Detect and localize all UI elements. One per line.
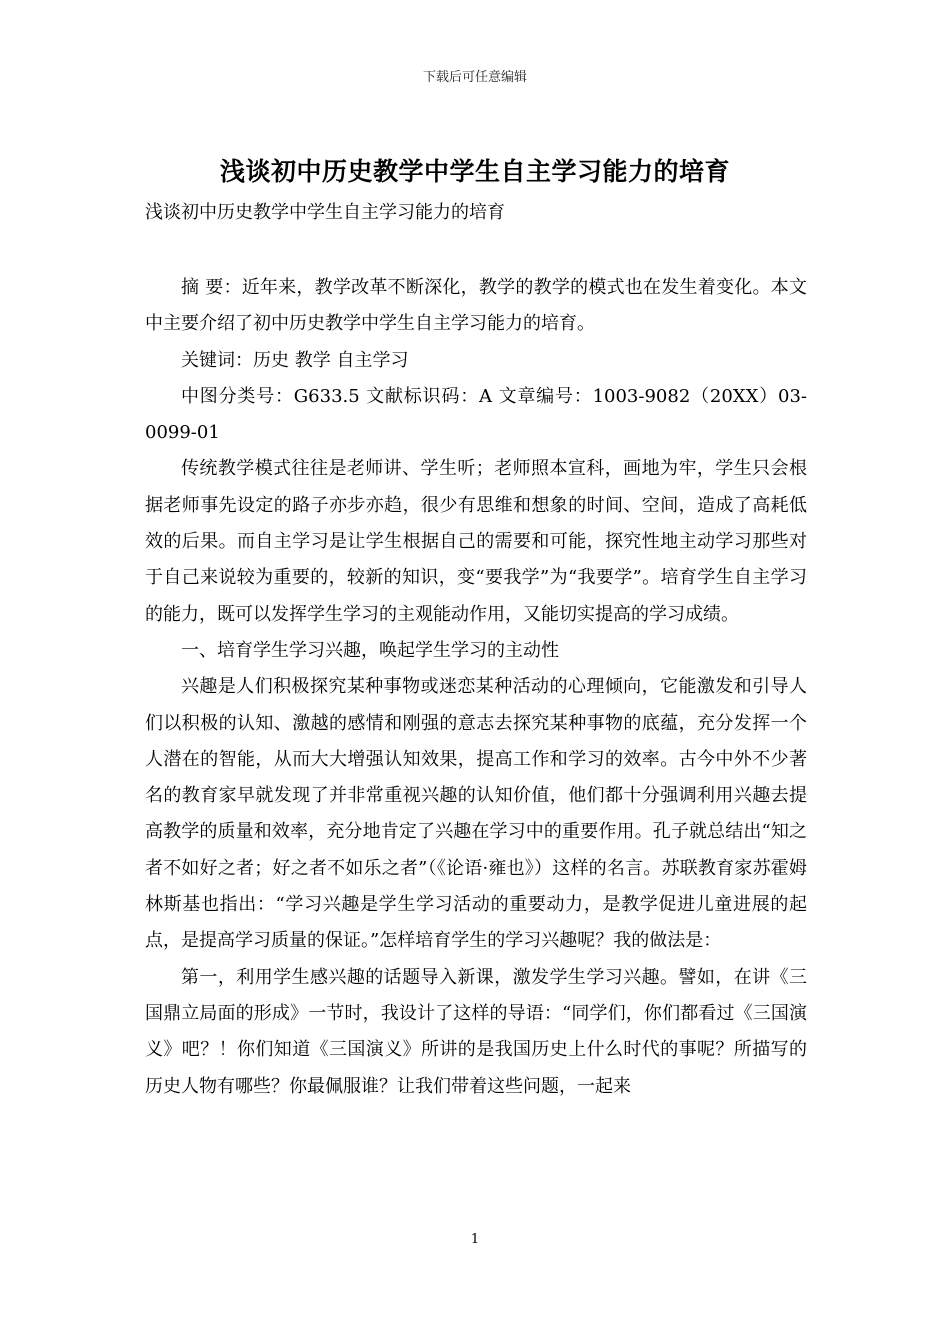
body-paragraph: 第一，利用学生感兴趣的话题导入新课，激发学生学习兴趣。譬如，在讲《三国鼎立局面的形成》一节时，我设计了这样的导语：“同学们，你们都看过《三国演义》吧？！你们知道《三国演义》所讲的是我国历史上什么时代的事呢？所描写的历史人物有哪些？你最佩服谁？让我们带着这些问题，一起来 [145,966,807,1097]
document-title: 浅谈初中历史教学中学生自主学习能力的培育 [219,157,730,186]
abstract-paragraph: 摘 要：近年来，教学改革不断深化，教学的教学的模式也在发生着变化。本文中主要介绍了初中历史教学中学生自主学习能力的培育。 [145,277,807,335]
body-paragraph: 兴趣是人们积极探究某种事物或迷恋某种活动的心理倾向，它能激发和引导人们以积极的认知、激越的感情和刚强的意志去探究某种事物的底蕴，充分发挥一个人潜在的智能，从而大大增强认知效果，提高工作和学习的效率。古今中外不少著名的教育家早就发现了并非常重视兴趣的认知价值，他们都十分强调利用兴趣去提高教学的质量和效率，充分地肯定了兴趣在学习中的重要作用。孔子就总结出“知之者不如好之者；好之者不如乐之者”（《论语·雍也》）这样的名言。苏联教育家苏霍姆林斯基也指出：“学习兴趣是学生学习活动的重要动力，是教学促进儿童进展的起点，是提高学习质量的保证。”怎样培育学生的学习兴趣呢？我的做法是： [145,676,807,952]
document-body [145,270,807,1105]
document-subtitle: 浅谈初中历史教学中学生自主学习能力的培育 [145,202,505,223]
body-paragraph: 传统教学模式往往是老师讲、学生听；老师照本宣科，画地为牢，学生只会根据老师事先设定的路子亦步亦趋，很少有思维和想象的时间、空间，造成了高耗低效的后果。而自主学习是让学生根据自己的需要和可能，探究性地主动学习那些对于自己来说较为重要的，较新的知识，变“要我学”为“我要学”。培育学生自主学习的能力，既可以发挥学生学习的主观能动作用，又能切实提高的学习成绩。 [145,458,807,625]
classification-paragraph: 中图分类号：G633.5 文献标识码：A 文章编号：1003-9082（20XX）03-0099-01 [145,385,807,444]
section-heading: 一、培育学生学习兴趣，唤起学生学习的主动性 [181,639,559,661]
keywords-paragraph: 关键词：历史 教学 自主学习 [181,349,409,371]
page-header-note: 下载后可任意编辑 [422,70,527,85]
page-number: 1 [470,1232,480,1247]
